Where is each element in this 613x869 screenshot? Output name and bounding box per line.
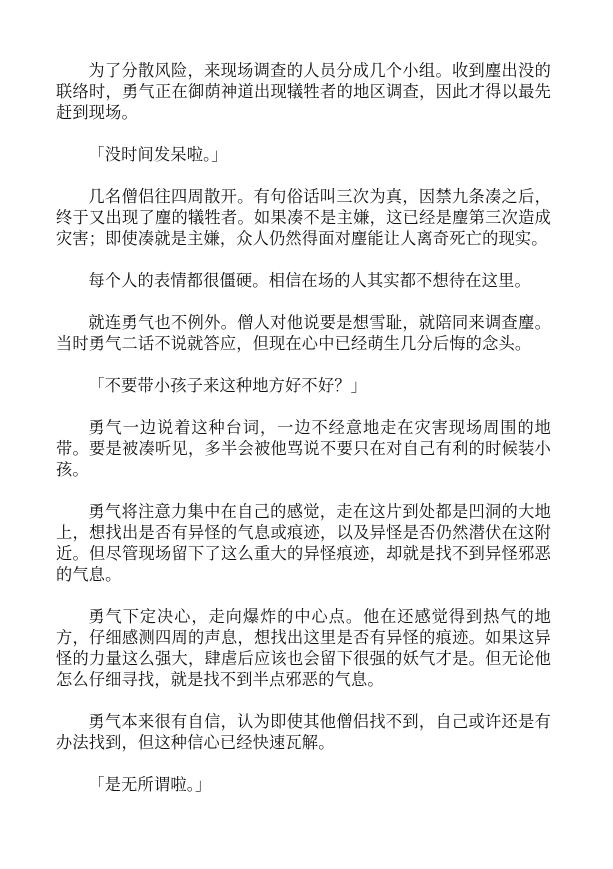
paragraph: 就连勇气也不例外。僧人对他说要是想雪耻，就陪同来调查麈。当时勇气二话不说就答应，但现在心中已经萌生几分后悔的念头。 (56, 313, 551, 353)
dialogue-line: 「不要带小孩子来这种地方好不好？」 (88, 376, 367, 395)
body-text (56, 60, 551, 816)
paragraph: 勇气一边说着这种台词，一边不经意地走在灾害现场周围的地带。要是被凑听见，多半会被他骂说不要只在对自己有利的时候装小孩。 (56, 418, 551, 479)
dialogue-line: 「没时间发呆啦。」 (88, 145, 228, 164)
paragraph: 勇气本来很有自信，认为即使其他僧侣找不到，自己或许还是有办法找到，但这种信心已经快速瓦解。 (56, 712, 551, 752)
paragraph: 勇气下定决心，走向爆炸的中心点。他在还感觉得到热气的地方，仔细感测四周的声息，想找出这里是否有异怪的痕迹。如果这异怪的力量这么强大，肆虐后应该也会留下很强的妖气才是。但无论他怎么仔细寻找，就是找不到半点邪恶的气息。 (56, 607, 551, 689)
paragraph: 为了分散风险，来现场调查的人员分成几个小组。收到麈出没的联络时，勇气正在御荫神道出现犠牲者的地区调查，因此才得以最先赶到现场。 (56, 61, 551, 122)
paragraph: 勇气将注意力集中在自己的感觉，走在这片到处都是凹洞的大地上，想找出是否有异怪的气息或痕迹，以及异怪是否仍然潜伏在这附近。但尽管现场留下了这么重大的异怪痕迹，却就是找不到异怪邪恶的气息。 (56, 502, 551, 584)
dialogue-line: 「是无所谓啦。」 (88, 775, 212, 794)
paragraph: 几名僧侣往四周散开。有句俗话叫三次为真，因禁九条凑之后，终于又出现了麈的犠牲者。如果凑不是主嫌，这已经是麈第三次造成灾害；即使凑就是主嫌，众人仍然得面对麈能让人离奇死亡的现实。 (56, 187, 551, 248)
paragraph: 每个人的表情都很僵硬。相信在场的人其实都不想待在这里。 (88, 271, 531, 290)
